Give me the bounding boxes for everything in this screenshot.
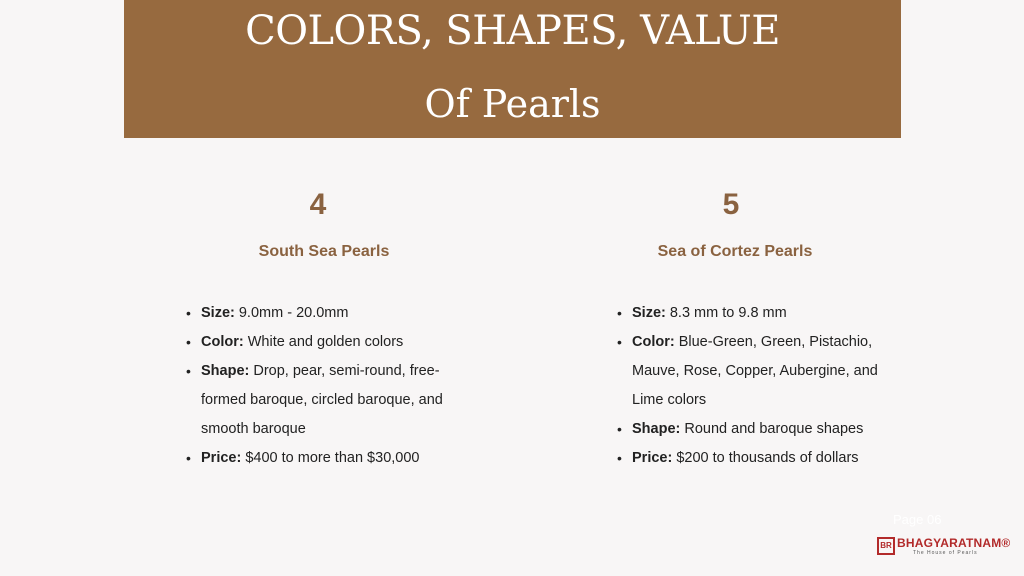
logo-tagline: The House of Pearls (913, 550, 978, 556)
spec-key: Shape: (201, 363, 250, 379)
bullet-icon: • (617, 421, 622, 437)
spec-value: Drop, pear, semi-round, free-formed baroque, circled baroque, and smooth baroque (201, 363, 443, 437)
spec-value: 8.3 mm to 9.8 mm (665, 305, 787, 321)
list-item (186, 328, 476, 357)
bullet-icon: • (617, 450, 622, 466)
banner-title-line2: Of Pearls (424, 82, 601, 126)
bullet-icon: • (186, 334, 191, 350)
bullet-icon: • (186, 450, 191, 466)
spec-key: Color: (201, 334, 244, 350)
right-spec-list (617, 299, 907, 473)
list-item (617, 444, 907, 473)
spec-key: Shape: (632, 421, 681, 437)
banner-title-line1: COLORS, SHAPES, VALUE (245, 8, 780, 54)
left-column-title: South Sea Pearls (258, 243, 390, 260)
left-column-number: 4 (309, 188, 327, 221)
spec-value: $400 to more than $30,000 (241, 450, 420, 466)
logo-name: BHAGYARATNAM® (897, 536, 1011, 550)
spec-key: Size: (632, 305, 666, 321)
spec-key: Size: (201, 305, 235, 321)
bullet-icon: • (617, 334, 622, 350)
logo-mark-icon: BR (877, 537, 895, 555)
spec-value: $200 to thousands of dollars (672, 450, 859, 466)
right-column-number: 5 (722, 188, 740, 221)
list-item (617, 415, 907, 444)
list-item (186, 299, 476, 328)
bullet-icon: • (186, 305, 191, 321)
bullet-icon: • (617, 305, 622, 321)
spec-key: Color: (632, 334, 675, 350)
list-item (617, 328, 904, 415)
list-item (186, 444, 476, 473)
bullet-icon: • (186, 363, 191, 379)
spec-value: Blue-Green, Green, Pistachio, Mauve, Rose, Copper, Aubergine, and Lime colors (632, 334, 878, 408)
left-spec-list (186, 299, 476, 473)
title-banner (124, 0, 901, 138)
spec-key: Price: (201, 450, 242, 466)
spec-value: White and golden colors (243, 334, 404, 350)
brand-logo (877, 536, 1011, 558)
list-item (617, 299, 907, 328)
list-item (186, 357, 471, 444)
spec-value: 9.0mm - 20.0mm (234, 305, 349, 321)
spec-key: Price: (632, 450, 673, 466)
page-number: Page 06 (893, 512, 942, 527)
right-column-title: Sea of Cortez Pearls (657, 243, 813, 260)
spec-value: Round and baroque shapes (680, 421, 864, 437)
